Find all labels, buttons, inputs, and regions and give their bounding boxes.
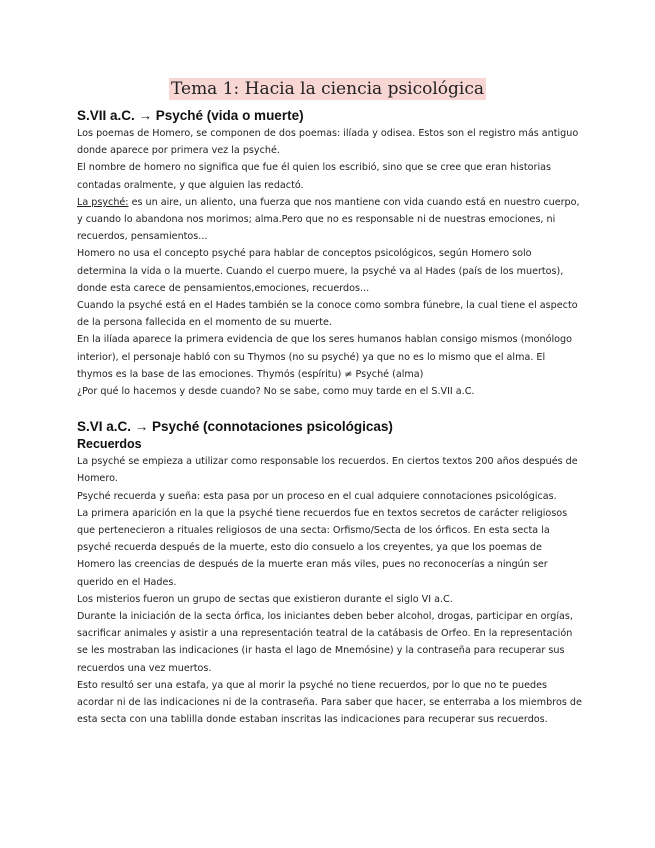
paragraph-recuerda-suena: Psyché recuerda y sueña: esta pasa por un proceso en el cual adquiere connotaciones psicológicas. (77, 490, 557, 502)
paragraph-thymos: En la ilíada aparece la primera evidencia de que los seres humanos hablan consigo mismos (monólogo interior), el personaje habló con su Thymos (no su psyché) ya que no es lo mismo que el alma. El thymos es la base de las emociones. Thymós (espíritu) ≠ Psyché (alma) (77, 334, 573, 380)
paragraph-sombra-funebre: Cuando la psyché está en el Hades también se la conoce como sombra fúnebre, la cual tiene el aspecto de la persona fallecida en el momento de su muerte. (77, 300, 578, 329)
section-heading-psyche-vida-muerte: S.VII a.C. → Psyché (vida o muerte) (77, 108, 304, 123)
section-heading-connotaciones: S.VI a.C. → Psyché (connotaciones psicológicas) (77, 419, 393, 435)
paragraph-misterios: Los misterios fueron un grupo de sectas que existieron durante el siglo VI a.C. (77, 593, 453, 605)
paragraph-responsable-recuerdos: La psyché se empieza a utilizar como responsable los recuerdos. En ciertos textos 200 años después de Homero. (77, 456, 578, 485)
paragraph-psyche-definition (77, 194, 582, 246)
psyche-definition-text: es un aire, un aliento, una fuerza que nos mantiene con vida cuando está en nuestro cuerpo, y cuando lo abandona nos morimos; alma.Pero que no es responsable ni de nuestras emociones, ni recuerdos, pensamientos... (77, 196, 580, 243)
paragraph-por-que: ¿Por qué lo hacemos y desde cuando? No se sabe, como muy tarde en el S.VII a.C. (77, 386, 475, 398)
paragraph-homero-poemas: Los poemas de Homero, se componen de dos poemas: ilíada y odisea. Estos son el registro más antiguo donde aparece por primera vez la psyché. (77, 128, 579, 157)
section-spacer (77, 400, 582, 417)
paragraph-iniciacion: Durante la iniciación de la secta órfica, los iniciantes deben beber alcohol, drogas, participar en orgías, sacrificar animales y asistir a una representación teatral de la catábasis de Orfeo. En la representación se les mostraban las indicaciones (ir hasta el lago de Mnemósine) y la contraseña para recuperar sus recuerdos una vez muertos. (77, 611, 573, 674)
paragraph-homero-concepto: Homero no usa el concepto psyché para hablar de conceptos psicológicos, según Homero solo determina la vida o la muerte. Cuando el cuerpo muere, la psyché va al Hades (país de los muertos), donde esta carece de pensamientos,emociones, recuerdos... (77, 248, 564, 294)
term-psyche: La psyché: (77, 196, 129, 208)
page-title: Tema 1: Hacia la ciencia psicológica (170, 79, 485, 99)
paragraph-estafa: Esto resultó ser una estafa, ya que al morir la psyché no tiene recuerdos, por lo que no te puedes acordar ni de las indicaciones ni de la contraseña. Para saber que hacer, se enterraba a los miembros de esta secta con una tablilla donde estaban inscritas las indicaciones para recuperar sus recuerdos. (77, 679, 582, 726)
subheading-recuerdos: Recuerdos (77, 437, 142, 452)
document-body (77, 106, 582, 729)
title-wrapper (0, 78, 655, 100)
paragraph-nombre-homero: El nombre de homero no significa que fue él quien los escribió, sino que se cree que eran historias contadas oralmente, y que alguien las redactó. (77, 162, 552, 191)
paragraph-orfismo: La primera aparición en la que la psyché tiene recuerdos fue en textos secretos de carácter religiosos que pertenecieron a rituales religiosos de una secta: Orfismo/Secta de los órficos. En esta secta la psyché recuerda después de la muerte, esto dio consuelo a los creyentes, ya que los poemas de Homero las creencias de después de la muerte eran más viles, pues no reconocerías a ningún ser querido en el Hades. (77, 507, 568, 588)
